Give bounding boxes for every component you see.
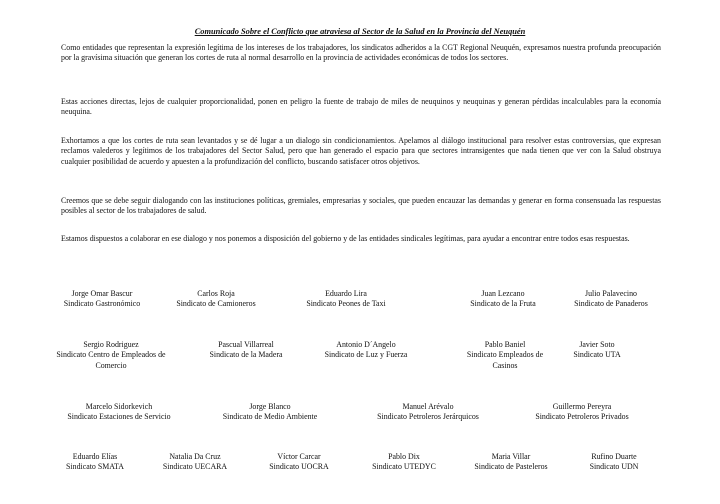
signatory-union: Sindicato Petroleros Jerárquicos bbox=[377, 412, 479, 422]
signatory-name: Juan Lezcano bbox=[481, 289, 525, 298]
signatory-union: Sindicato de Pasteleros bbox=[474, 462, 548, 472]
signatory-union: Sindicato Estaciones de Servicio bbox=[67, 412, 171, 422]
signatory bbox=[474, 452, 547, 473]
signatory-union: Sindicato de Panaderos bbox=[574, 299, 648, 309]
signatory-name: Natalia Da Cruz bbox=[169, 452, 221, 461]
signatory-union: Sindicato SMATA bbox=[66, 462, 124, 472]
signatory-name: Carlos Roja bbox=[197, 289, 235, 298]
signatory bbox=[269, 452, 328, 473]
signatory-name: Eduardo Elías bbox=[72, 452, 118, 461]
signatory-name: Pascual Villarreal bbox=[218, 340, 274, 349]
signatory-name: Marcelo Sidorkevich bbox=[85, 402, 153, 411]
signatory bbox=[223, 402, 317, 423]
paragraph-4: Creemos que se debe seguir dialogando con las instituciones políticas, gremiales, empresarias y sociales, que pueden encauzar las demandas y generar en forma consensuada las respuestas posibles al sector de los trabajadores de salud. bbox=[61, 196, 661, 216]
signatory-name: Pablo Dix bbox=[388, 452, 420, 461]
signatory bbox=[55, 340, 167, 371]
signatory-union: Sindicato Gastronómico bbox=[63, 299, 141, 309]
signatory-union: Sindicato Petroleros Privados bbox=[535, 412, 629, 422]
signatory-name: Javier Soto bbox=[579, 340, 615, 349]
signatory-name: Jorge Omar Bascur bbox=[71, 289, 133, 298]
signatory-name: Pablo Baniel bbox=[484, 340, 526, 349]
paragraph-2: Estas acciones directas, lejos de cualquier proporcionalidad, ponen en peligro la fuente de trabajo de miles de neuquinos y neuquinas y generan pérdidas incalculables para la economía neuquina. bbox=[61, 97, 661, 117]
signatory bbox=[462, 340, 548, 371]
signatory bbox=[573, 340, 620, 361]
signatory bbox=[372, 452, 436, 473]
signatory-union: Sindicato Peones de Taxi bbox=[306, 299, 386, 309]
signatory-union: Sindicato de la Madera bbox=[209, 350, 283, 360]
paragraph-5: Estamos dispuestos a colaborar en ese dialogo y nos ponemos a disposición del gobierno y de las entidades sindicales legítimas, para ayudar a encontrar entre todos esas respuestas. bbox=[61, 234, 630, 243]
signatory bbox=[306, 289, 385, 310]
signatory-name: Rufino Duarte bbox=[591, 452, 637, 461]
signatory bbox=[66, 452, 124, 473]
signatory-union: Sindicato UTEDYC bbox=[372, 462, 436, 472]
signatory-union: Sindicato de la Fruta bbox=[470, 299, 536, 309]
signatory bbox=[377, 402, 479, 423]
signatory bbox=[470, 289, 536, 310]
signatory bbox=[590, 452, 639, 473]
signatory-union: Sindicato UDN bbox=[589, 462, 639, 472]
signatory-name: Jorge Blanco bbox=[249, 402, 291, 411]
signatory bbox=[574, 289, 648, 310]
signatory bbox=[535, 402, 628, 423]
signatory bbox=[163, 452, 227, 473]
signatory-union: Sindicato de Luz y Fuerza bbox=[324, 350, 408, 360]
signatory-name: Julio Palavecino bbox=[585, 289, 637, 298]
signatory bbox=[64, 289, 140, 310]
signatory bbox=[176, 289, 255, 310]
paragraph-3: Exhortamos a que los cortes de ruta sean levantados y se dé lugar a un dialogo sin condicionamientos. Apelamos al diálogo institucional para resolver estas controversias, que expresan reclamos valederos y legítimos de los trabajadores del Sector Salud, pero que han generado el espacio para que sectores intransigentes que nada tienen que ver con la Salud obstruya cualquier posibilidad de acuerdo y apuesten a la profundización del conflicto, buscando satisfacer otros objetivos. bbox=[61, 136, 661, 166]
signatory-union: Sindicato de Medio Ambiente bbox=[222, 412, 318, 422]
signatory-union: Sindicato UOCRA bbox=[269, 462, 329, 472]
signatory bbox=[325, 340, 408, 361]
signatory-name: Maria Villar bbox=[491, 452, 531, 461]
signatory-name: Manuel Arévalo bbox=[402, 402, 454, 411]
signatory-union: Sindicato de Camioneros bbox=[176, 299, 256, 309]
signatory bbox=[67, 402, 170, 423]
signatory-name: Víctor Carcar bbox=[277, 452, 321, 461]
signatory-name: Sergio Rodriguez bbox=[83, 340, 139, 349]
signatory bbox=[210, 340, 283, 361]
signatory-union: Sindicato Empleados de Casinos bbox=[466, 350, 544, 370]
signatory-union: Sindicato UTA bbox=[573, 350, 621, 360]
signatory-name: Antonio D´Angelo bbox=[336, 340, 396, 349]
signatory-union: Sindicato UECARA bbox=[162, 462, 228, 472]
signatory-name: Eduardo Lira bbox=[325, 289, 367, 298]
document-title: Comunicado Sobre el Conflicto que atraviesa al Sector de la Salud en la Provincia del Neuquén bbox=[194, 27, 526, 36]
paragraph-1: Como entidades que representan la expresión legítima de los intereses de los trabajadores, los sindicatos adheridos a la CGT Regional Neuquén, expresamos nuestra profunda preocupación por la gravísima situación que generan los cortes de ruta al normal desarrollo en la provincia de actividades económicas de todos los sectores. bbox=[61, 43, 661, 63]
signatory-union: Sindicato Centro de Empleados de Comercio bbox=[56, 350, 166, 370]
signatory-name: Guillermo Pereyra bbox=[552, 402, 612, 411]
